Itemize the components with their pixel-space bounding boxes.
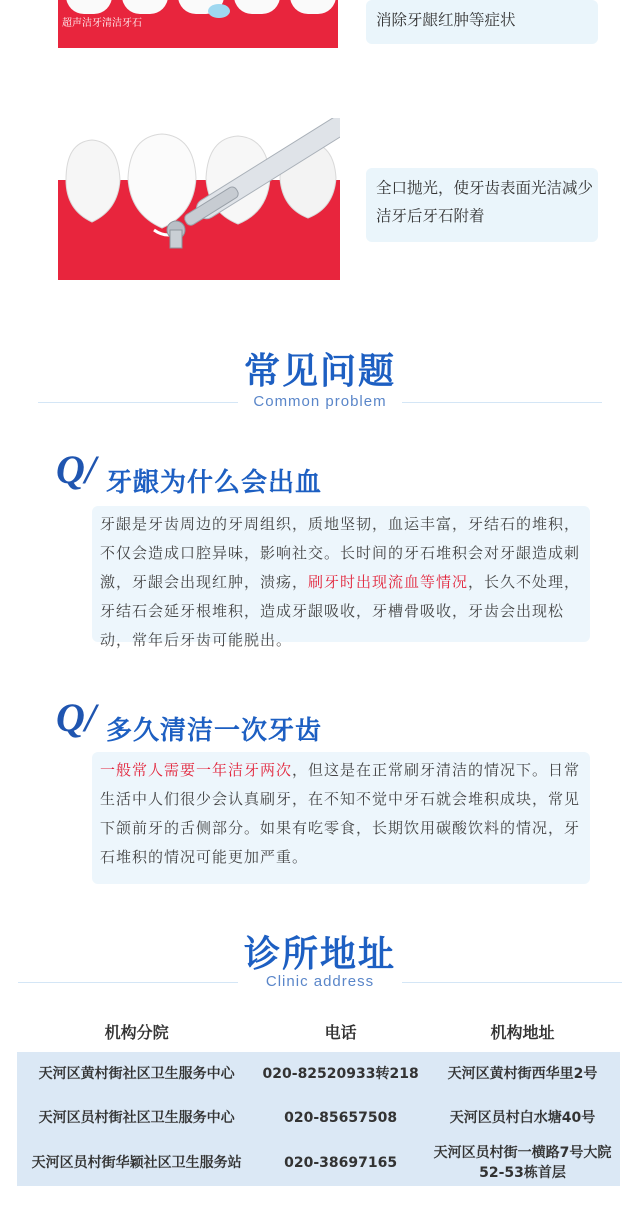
faq-answer-2	[92, 752, 590, 884]
table-header-row	[17, 1010, 620, 1052]
answer-text: ，长久不处理，牙结石会延牙根堆积，造成牙龈吸收，牙槽骨吸收，牙齿会出现松动，常年后牙齿可能脱出。	[100, 573, 581, 649]
procedure-callout-2: 全口抛光，使牙齿表面光洁减少洁牙后牙石附着	[366, 168, 598, 242]
address-section-title: 诊所地址	[243, 934, 396, 975]
table-row	[17, 1140, 620, 1186]
clinic-phone[interactable]: 020-82520933转218	[256, 1052, 425, 1096]
faq-answer-1	[92, 506, 590, 649]
clinic-address: 天河区员村街一横路7号大院52-53栋首层	[425, 1140, 620, 1186]
column-header-address: 机构地址	[425, 1010, 620, 1052]
answer-text: 牙龈是牙齿周边的牙周组织，质地坚韧，血运丰富，牙结石的堆积，不仅会造成口腔异味，影响社交。长时间的牙石堆积会对牙龈造成刺激，牙龈会出现红肿，溃疡，	[100, 515, 581, 591]
column-header-branch: 机构分院	[17, 1010, 256, 1052]
water-drop-icon	[208, 4, 230, 18]
faq-section-subtitle: Common problem	[253, 393, 387, 410]
question-mark-icon: Q/	[56, 447, 96, 492]
clinic-address: 天河区员村白水塘40号	[425, 1096, 620, 1140]
illustration-caption: 超声洁牙清洁牙石	[62, 18, 142, 29]
polishing-illustration	[58, 118, 340, 280]
ultrasonic-scaling-illustration	[58, 0, 338, 48]
column-header-phone: 电话	[256, 1010, 425, 1052]
procedure-callout-1: 消除牙龈红肿等症状	[366, 0, 598, 44]
answer-highlight: 刷牙时出现流血等情况	[308, 573, 469, 591]
clinic-name: 天河区员村街社区卫生服务中心	[17, 1096, 256, 1140]
question-mark-icon: Q/	[56, 695, 96, 740]
answer-highlight: 一般常人需要一年洁牙两次	[100, 761, 293, 779]
faq-question-1: 牙龈为什么会出血	[106, 468, 323, 498]
clinic-address: 天河区黄村街西华里2号	[425, 1052, 620, 1096]
clinic-phone[interactable]: 020-38697165	[256, 1140, 425, 1186]
table-row	[17, 1096, 620, 1140]
clinic-address-table	[17, 1010, 620, 1186]
table-row	[17, 1052, 620, 1096]
clinic-phone[interactable]: 020-85657508	[256, 1096, 425, 1140]
faq-question-2: 多久清洁一次牙齿	[106, 716, 323, 746]
clinic-name: 天河区员村街华颖社区卫生服务站	[17, 1140, 256, 1186]
clinic-name: 天河区黄村街社区卫生服务中心	[17, 1052, 256, 1096]
faq-section-title: 常见问题	[243, 351, 396, 392]
answer-text: ，但这是在正常刷牙清洁的情况下。日常生活中人们很少会认真刷牙，在不知不觉中牙石就会堆积成块，常见下颌前牙的舌侧部分。如果有吃零食，长期饮用碳酸饮料的情况，牙石堆积的情况可能更加严重。	[100, 761, 581, 866]
address-section-subtitle: Clinic address	[265, 973, 375, 990]
